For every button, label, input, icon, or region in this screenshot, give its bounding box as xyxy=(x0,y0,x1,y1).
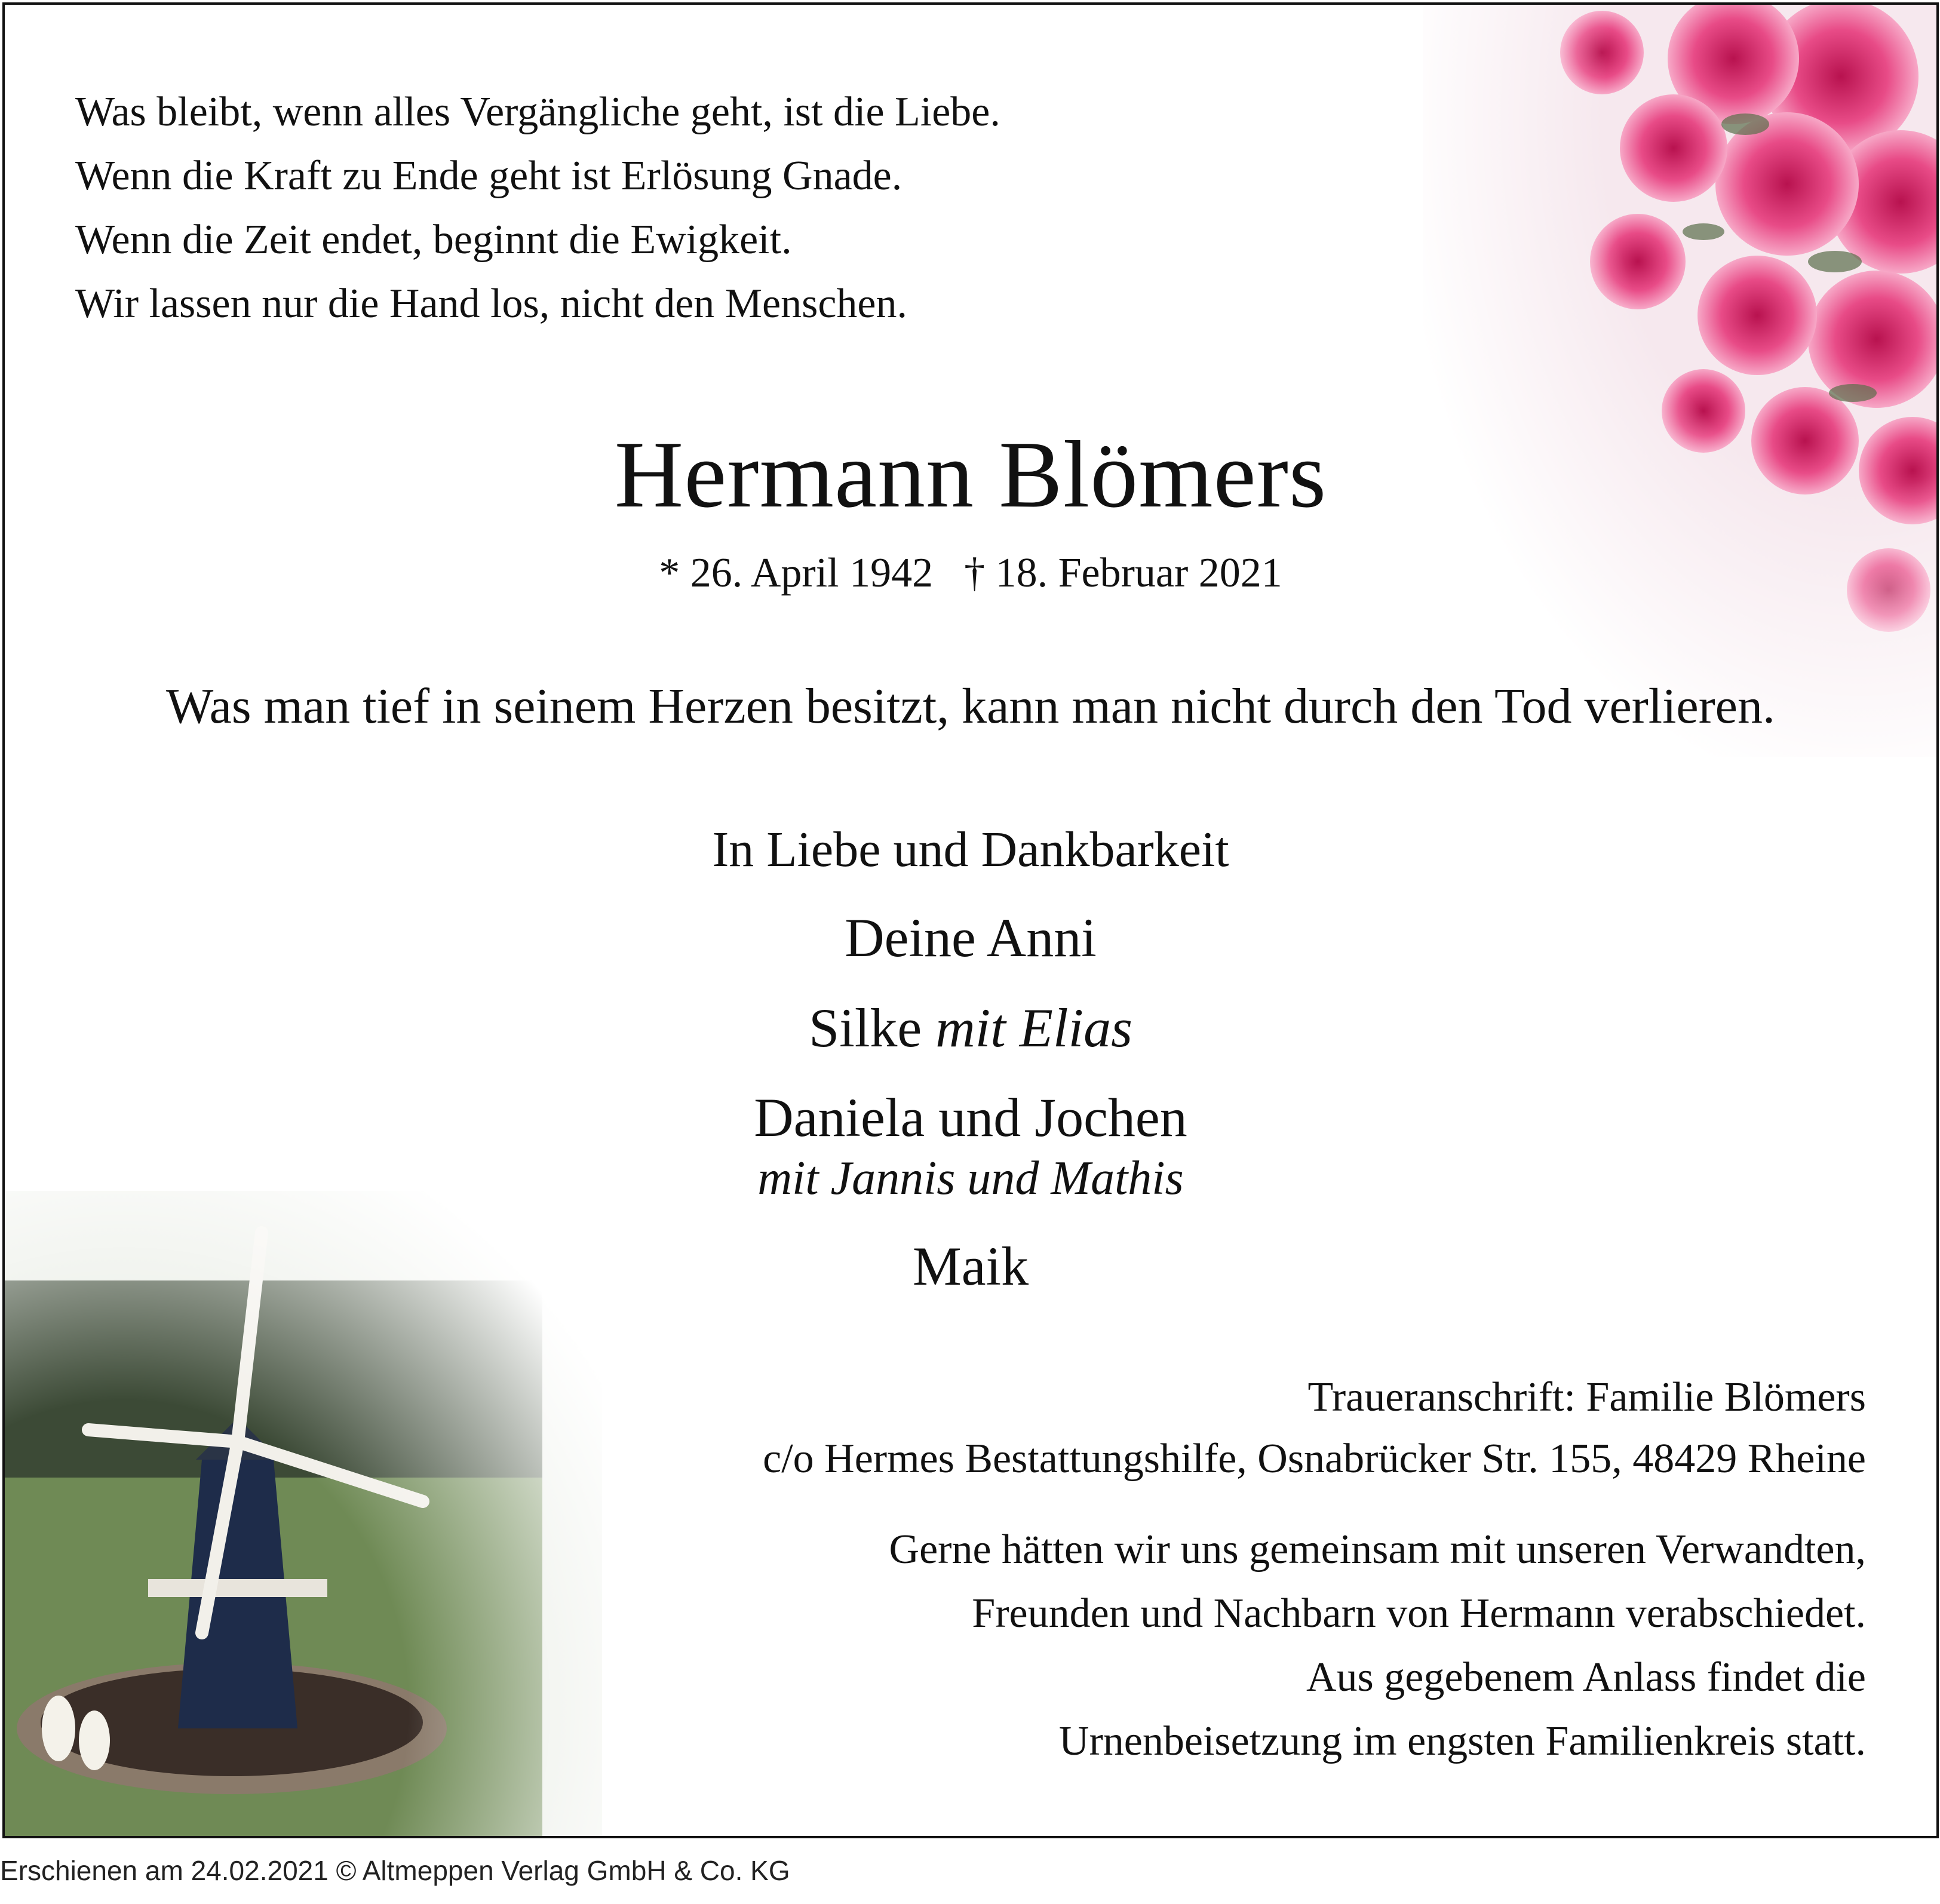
notice-line: Gerne hätten wir uns gemeinsam mit unseren Verwandten, xyxy=(889,1527,1866,1573)
mourning-address xyxy=(763,1372,1866,1495)
mourners-list xyxy=(5,820,1936,1324)
notice-line: Urnenbeisetzung im engsten Familienkreis statt. xyxy=(1058,1718,1866,1764)
poem-line: Wir lassen nur die Hand los, nicht den Menschen. xyxy=(75,281,907,327)
pink-flowers-image xyxy=(1423,5,1936,757)
notice-line: Freunden und Nachbarn von Hermann verabschiedet. xyxy=(972,1590,1866,1636)
burial-notice xyxy=(889,1525,1866,1780)
life-dates xyxy=(5,548,1936,598)
mourner-line: Maik xyxy=(912,1236,1029,1297)
birth-date: * 26. April 1942 xyxy=(659,550,934,596)
poem xyxy=(75,87,1000,343)
mourner-line: Daniela und Jochen xyxy=(754,1087,1187,1148)
poem-line: Wenn die Kraft zu Ende geht ist Erlösung Gnade. xyxy=(75,153,903,199)
obituary-card xyxy=(2,2,1939,1838)
mourner-relation: mit Elias xyxy=(935,997,1132,1058)
mourner-name: Silke xyxy=(809,997,922,1058)
publication-footer: Erschienen am 24.02.2021 © Altmeppen Verlag GmbH & Co. KG xyxy=(0,1855,790,1886)
deceased-name: Hermann Blömers xyxy=(614,421,1327,527)
poem-line: Wenn die Zeit endet, beginnt die Ewigkeit. xyxy=(75,217,792,263)
mourner-line: Deine Anni xyxy=(845,907,1097,969)
poem-line: Was bleibt, wenn alles Vergängliche geht, ist die Liebe. xyxy=(75,89,1000,135)
death-date: † 18. Februar 2021 xyxy=(964,550,1282,596)
notice-line: Aus gegebenem Anlass findet die xyxy=(1306,1654,1866,1700)
address-line: c/o Hermes Bestattungshilfe, Osnabrücker Str. 155, 48429 Rheine xyxy=(763,1436,1866,1482)
memorial-quote: Was man tief in seinem Herzen besitzt, kann man nicht durch den Tod verlieren. xyxy=(166,678,1775,734)
mourner-line xyxy=(5,996,1936,1061)
mourner-relation: mit Jannis und Mathis xyxy=(757,1151,1184,1205)
gratitude-line: In Liebe und Dankbarkeit xyxy=(712,822,1229,877)
address-line: Traueranschrift: Familie Blömers xyxy=(1307,1374,1866,1420)
